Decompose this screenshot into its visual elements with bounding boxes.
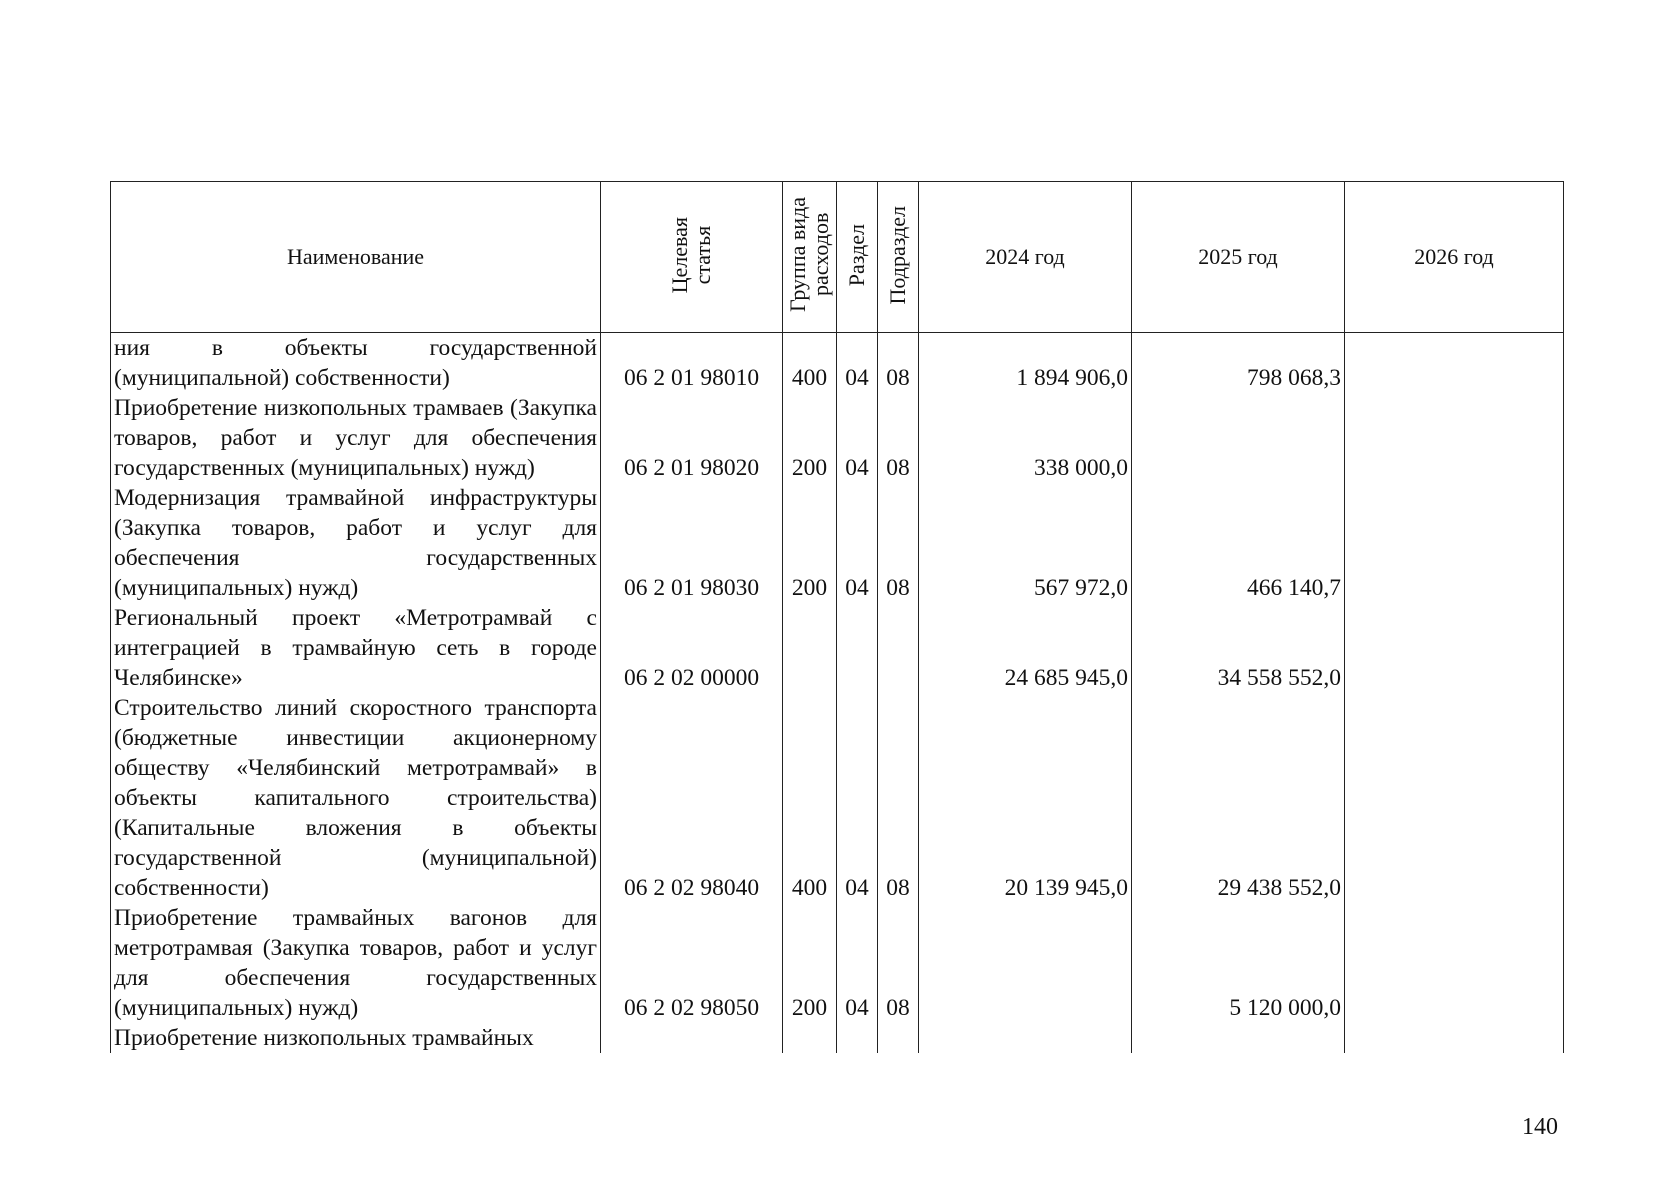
row-target-article: 06 2 01 98010 (601, 333, 783, 394)
row-amount-2025: 798 068,3 (1132, 333, 1345, 394)
row-amount-2024 (919, 1023, 1132, 1053)
row-amount-2026 (1345, 693, 1564, 903)
row-section: 04 (837, 333, 878, 394)
row-amount-2025 (1132, 1023, 1345, 1053)
table-row (111, 483, 1564, 603)
row-target-article: 06 2 01 98030 (601, 483, 783, 603)
header-year-2025: 2025 год (1132, 182, 1345, 333)
row-section: 04 (837, 393, 878, 483)
row-target-article (601, 1023, 783, 1053)
row-subsection (878, 1023, 919, 1053)
row-section: 04 (837, 903, 878, 1023)
row-target-article: 06 2 02 98050 (601, 903, 783, 1023)
row-subsection: 08 (878, 903, 919, 1023)
row-expense-group: 400 (783, 333, 837, 394)
header-target-article (601, 182, 783, 333)
header-year-2024: 2024 год (919, 182, 1132, 333)
row-expense-group: 200 (783, 483, 837, 603)
table-row (111, 1023, 1564, 1053)
row-amount-2024: 567 972,0 (919, 483, 1132, 603)
row-section (837, 1023, 878, 1053)
row-target-article: 06 2 01 98020 (601, 393, 783, 483)
row-amount-2024: 20 139 945,0 (919, 693, 1132, 903)
row-amount-2025: 34 558 552,0 (1132, 603, 1345, 693)
row-subsection: 08 (878, 333, 919, 394)
header-expense-group (783, 182, 837, 333)
row-subsection: 08 (878, 483, 919, 603)
row-amount-2025: 29 438 552,0 (1132, 693, 1345, 903)
table-row (111, 903, 1564, 1023)
row-amount-2024: 338 000,0 (919, 393, 1132, 483)
row-expense-group: 200 (783, 393, 837, 483)
table-body (111, 333, 1564, 1054)
header-expense-group-text: Группа вида расходов (785, 197, 834, 313)
page-number: 140 (1522, 1114, 1558, 1140)
row-amount-2024: 1 894 906,0 (919, 333, 1132, 394)
table-header (111, 182, 1564, 333)
row-target-article: 06 2 02 00000 (601, 603, 783, 693)
header-year-2026: 2026 год (1345, 182, 1564, 333)
row-subsection: 08 (878, 693, 919, 903)
row-expense-group: 400 (783, 693, 837, 903)
table-row (111, 393, 1564, 483)
header-section (837, 182, 878, 333)
row-amount-2026 (1345, 903, 1564, 1023)
row-amount-2025: 466 140,7 (1132, 483, 1345, 603)
row-section: 04 (837, 483, 878, 603)
row-target-article: 06 2 02 98040 (601, 693, 783, 903)
row-amount-2026 (1345, 333, 1564, 394)
row-amount-2026 (1345, 1023, 1564, 1053)
table-row (111, 693, 1564, 903)
row-amount-2026 (1345, 393, 1564, 483)
row-amount-2026 (1345, 603, 1564, 693)
row-expense-group: 200 (783, 903, 837, 1023)
row-name: Приобретение трамвайных вагонов для метротрамвая (Закупка товаров, работ и услуг для обеспечения государственных (муниципальных) нужд) (111, 903, 601, 1023)
row-amount-2024: 24 685 945,0 (919, 603, 1132, 693)
row-section (837, 603, 878, 693)
row-expense-group (783, 603, 837, 693)
header-name: Наименование (111, 182, 601, 333)
header-subsection (878, 182, 919, 333)
header-row (111, 182, 1564, 333)
row-name: Модернизация трамвайной инфраструктуры (Закупка товаров, работ и услуг для обеспечения государственных (муниципальных) нужд) (111, 483, 601, 603)
row-subsection: 08 (878, 393, 919, 483)
row-name: Региональный проект «Метротрамвай с интеграцией в трамвайную сеть в городе Челябинске» (111, 603, 601, 693)
row-name: ния в объекты государственной (муниципальной) собственности) (111, 333, 601, 394)
row-subsection (878, 603, 919, 693)
table-row (111, 603, 1564, 693)
row-amount-2025: 5 120 000,0 (1132, 903, 1345, 1023)
table-row (111, 333, 1564, 394)
row-amount-2024 (919, 903, 1132, 1023)
row-amount-2025 (1132, 393, 1345, 483)
header-section-text: Раздел (844, 223, 870, 287)
row-name: Приобретение низкопольных трамвайных (111, 1023, 601, 1053)
row-name: Строительство линий скоростного транспорта (бюджетные инвестиции акционерному обществу «Челябинский метротрамвай» в объекты капитального строительства) (Капитальные вложения в объекты государственной (муниципальной) собственности) (111, 693, 601, 903)
header-subsection-text: Подраздел (885, 205, 911, 305)
header-target-article-text: Целевая статья (667, 216, 716, 294)
budget-table (110, 181, 1564, 1053)
row-expense-group (783, 1023, 837, 1053)
row-section: 04 (837, 693, 878, 903)
row-name: Приобретение низкопольных трамваев (Закупка товаров, работ и услуг для обеспечения государственных (муниципальных) нужд) (111, 393, 601, 483)
row-amount-2026 (1345, 483, 1564, 603)
